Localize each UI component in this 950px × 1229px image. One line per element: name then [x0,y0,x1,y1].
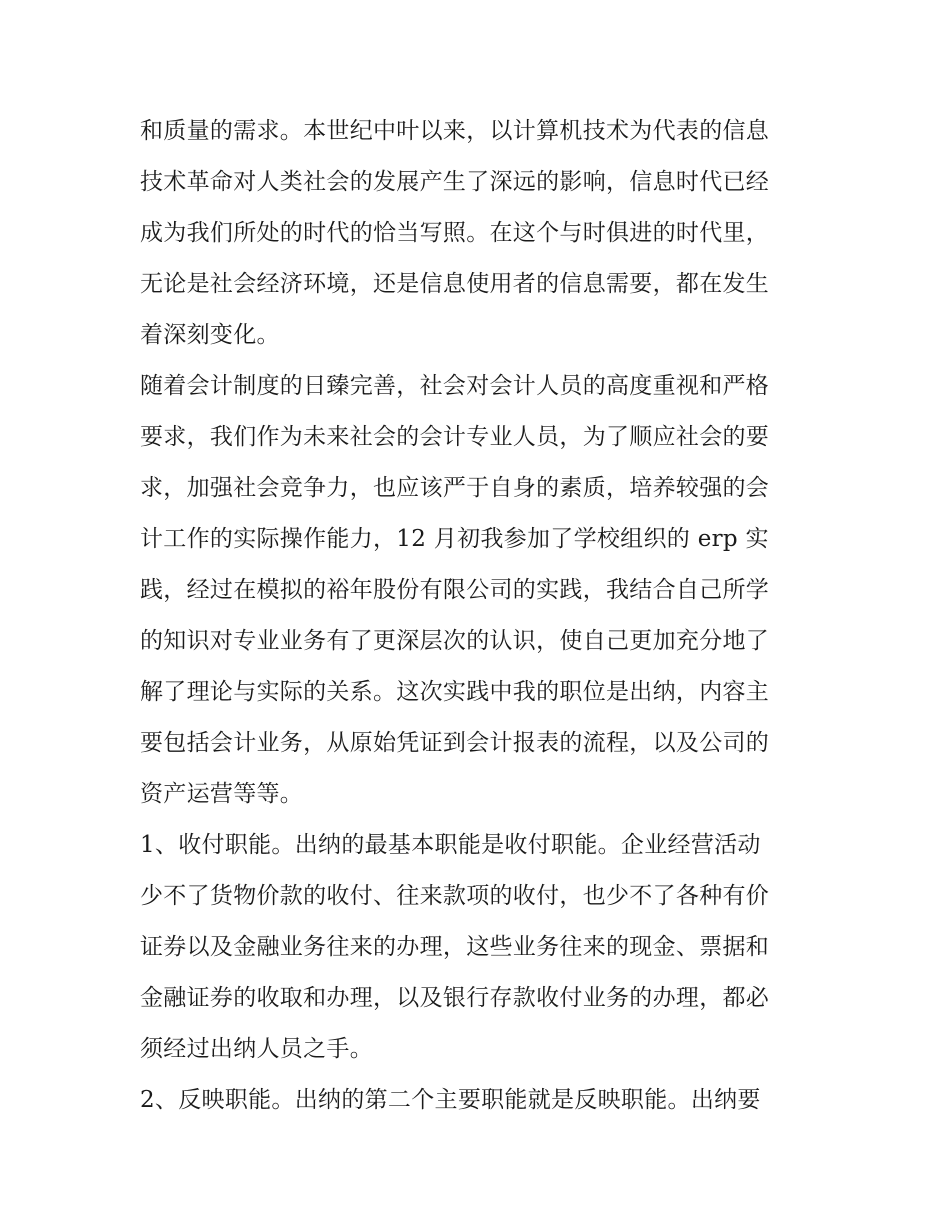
text-line: 随着会计制度的日臻完善，社会对会计人员的高度重视和严格 [140,373,770,399]
text-line: 计工作的实际操作能力，12 月初我参加了学校组织的 erp 实 [140,526,769,552]
text-line: 求，加强社会竞争力，也应该严于自身的素质，培养较强的会 [140,475,770,501]
text-line: 践，经过在模拟的裕年股份有限公司的实践，我结合自己所学 [140,577,770,603]
text-line: 要求，我们作为未来社会的会计专业人员，为了顺应社会的要 [140,424,770,450]
text-line: 和质量的需求。本世纪中叶以来，以计算机技术为代表的信息 [140,118,770,144]
text-line: 成为我们所处的时代的恰当写照。在这个与时俱进的时代里， [140,220,770,246]
text-line: 的知识对专业业务有了更深层次的认识，使自己更加充分地了 [140,628,770,654]
text-line: 2、反映职能。出纳的第二个主要职能就是反映职能。出纳要 [140,1087,761,1113]
text-line: 要包括会计业务，从原始凭证到会计报表的流程，以及公司的 [140,730,770,756]
text-line: 着深刻变化。 [140,322,280,348]
text-line: 证券以及金融业务往来的办理，这些业务往来的现金、票据和 [140,934,770,960]
text-line: 1、收付职能。出纳的最基本职能是收付职能。企业经营活动 [140,832,761,858]
text-line: 技术革命对人类社会的发展产生了深远的影响，信息时代已经 [140,169,770,195]
text-line: 少不了货物价款的收付、往来款项的收付，也少不了各种有价 [140,883,770,909]
text-line: 金融证券的收取和办理，以及银行存款收付业务的办理，都必 [140,985,770,1011]
text-line: 无论是社会经济环境，还是信息使用者的信息需要，都在发生 [140,271,770,297]
text-line: 解了理论与实际的关系。这次实践中我的职位是出纳，内容主 [140,679,770,705]
text-line: 资产运营等等。 [140,781,304,807]
body-text [140,110,830,1130]
text-line: 须经过出纳人员之手。 [140,1036,373,1062]
